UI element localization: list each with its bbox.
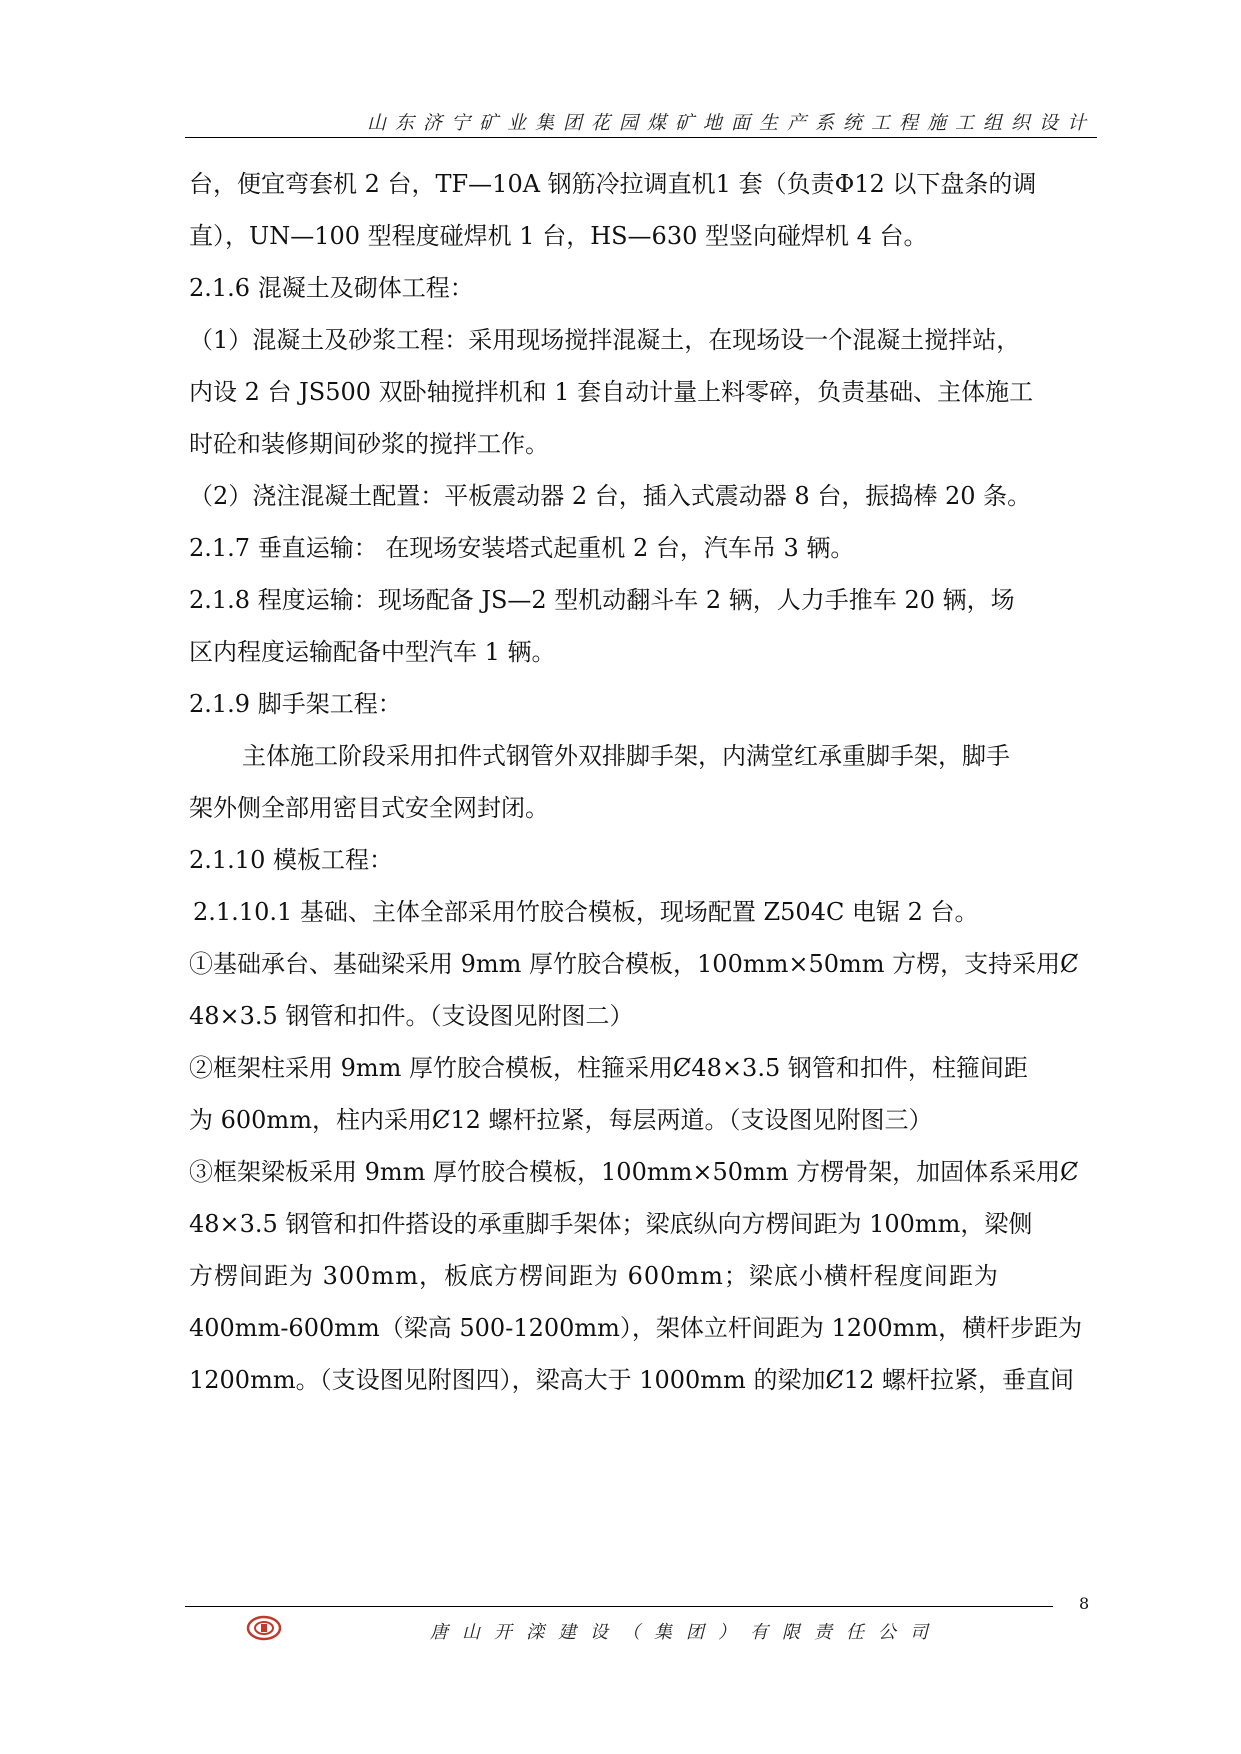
page-number: 8 [1079, 1594, 1090, 1613]
body-line: 48×3.5 钢管和扣件。（支设图见附图二） [189, 1002, 634, 1030]
body-line: 台，便宜弯套机 2 台，TF—10A 钢筋冷拉调直机1 套（负责Φ12 以下盘条的调 [189, 170, 1037, 198]
company-logo-icon [246, 1615, 282, 1641]
section-heading: 2.1.9 脚手架工程： [189, 690, 402, 718]
body-line: 方楞间距为 300mm，板底方楞间距为 600mm；梁底小横杆程度间距为 [189, 1262, 999, 1290]
section-heading: 2.1.10.1 基础、主体全部采用竹胶合模板，现场配置 Z504C 电锯 2 台。 [193, 898, 979, 926]
body-line: 内设 2 台 JS500 双卧轴搅拌机和 1 套自动计量上料零碎，负责基础、主体施工 [189, 378, 1034, 406]
header-title: 山东济宁矿业集团花园煤矿地面生产系统工程施工组织设计 [366, 112, 1095, 134]
footer-company: 唐山开滦建设（集团）有限责任公司 [430, 1622, 942, 1643]
section-heading: 2.1.10 模板工程： [189, 846, 393, 874]
body-line: 架外侧全部用密目式安全网封闭。 [189, 794, 549, 822]
body-line: ①基础承台、基础梁采用 9mm 厚竹胶合模板，100mm×50mm 方楞，支持采用Ȼ [189, 950, 1079, 978]
body-line: 400mm-600mm（梁高 500-1200mm），架体立杆间距为 1200mm，横杆步距为 [189, 1314, 1083, 1342]
body-line: 时砼和装修期间砂浆的搅拌工作。 [189, 430, 549, 458]
section-heading: 2.1.8 程度运输：现场配备 JS—2 型机动翻斗车 2 辆，人力手推车 20 辆，场 [189, 586, 1015, 614]
footer-divider [185, 1606, 1053, 1607]
body-line: 区内程度运输配备中型汽车 1 辆。 [189, 638, 556, 666]
body-line: ②框架柱采用 9mm 厚竹胶合模板，柱箍采用Ȼ48×3.5 钢管和扣件，柱箍间距 [189, 1054, 1028, 1082]
body-line: ③框架梁板采用 9mm 厚竹胶合模板，100mm×50mm 方楞骨架，加固体系采用Ȼ [189, 1158, 1079, 1186]
body-line: （2）浇注混凝土配置：平板震动器 2 台，插入式震动器 8 台，振捣棒 20 条。 [189, 482, 1032, 510]
section-heading: 2.1.7 垂直运输： 在现场安装塔式起重机 2 台，汽车吊 3 辆。 [189, 534, 855, 562]
body-line: 主体施工阶段采用扣件式钢管外双排脚手架，内满堂红承重脚手架，脚手 [242, 742, 1010, 770]
body-line: 为 600mm，柱内采用Ȼ12 螺杆拉紧，每层两道。（支设图见附图三） [189, 1106, 933, 1134]
body-line: 1200mm。（支设图见附图四），梁高大于 1000mm 的梁加Ȼ12 螺杆拉紧，垂直间 [189, 1366, 1074, 1394]
body-line: 直），UN—100 型程度碰焊机 1 台，HS—630 型竖向碰焊机 4 台。 [189, 222, 928, 250]
section-heading: 2.1.6 混凝土及砌体工程： [189, 274, 474, 302]
body-line: （1）混凝土及砂浆工程：采用现场搅拌混凝土，在现场设一个混凝土搅拌站， [189, 326, 1021, 354]
body-line: 48×3.5 钢管和扣件搭设的承重脚手架体；梁底纵向方楞间距为 100mm，梁侧 [189, 1210, 1033, 1238]
